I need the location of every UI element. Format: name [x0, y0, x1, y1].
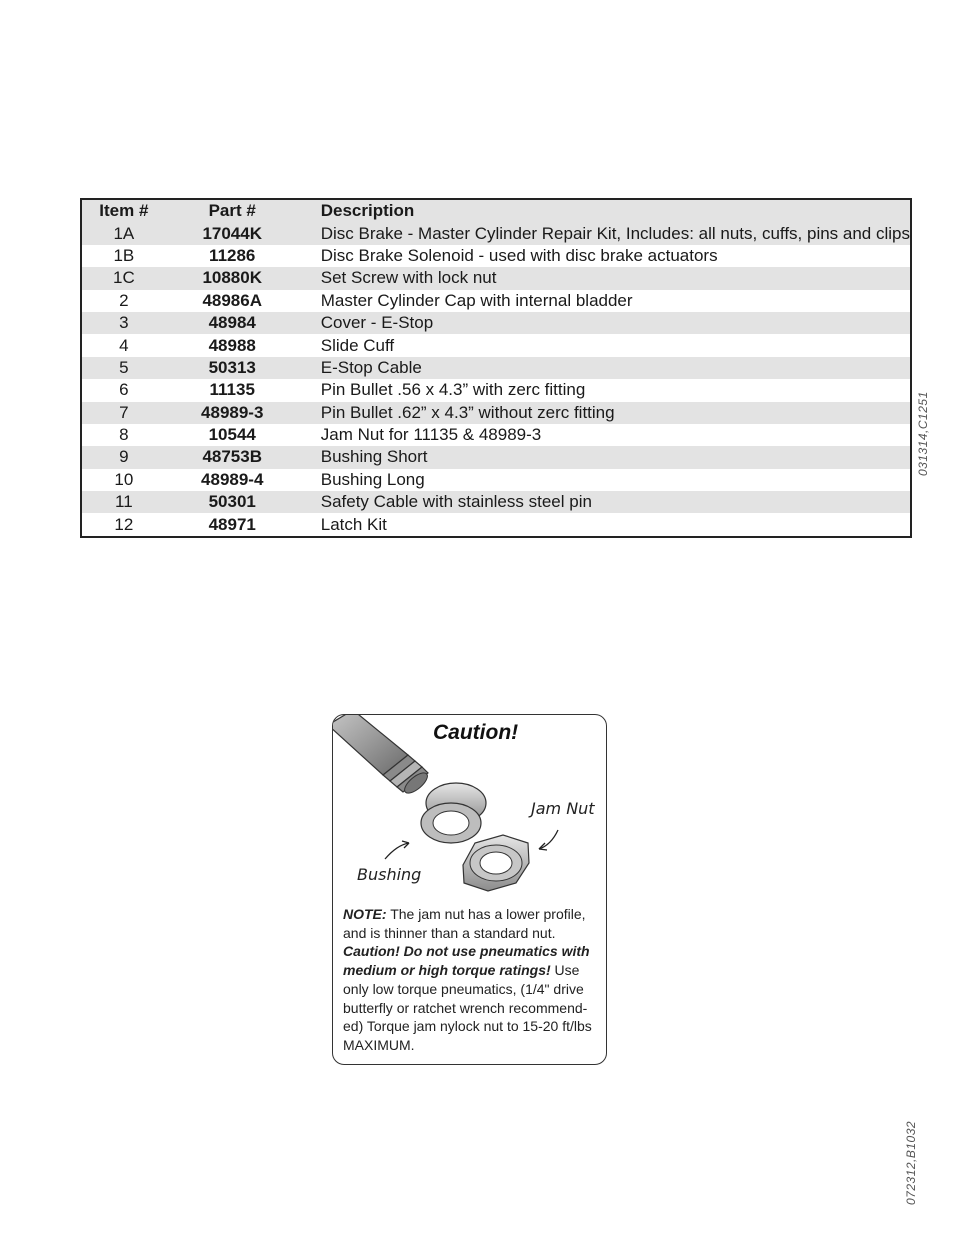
jam-nut-icon	[463, 835, 529, 891]
row-item: 7	[119, 402, 129, 422]
row-part: 11286	[209, 245, 256, 265]
row-part: 48984	[208, 313, 256, 333]
row-item: 1C	[112, 268, 135, 288]
row-part: 50313	[208, 357, 256, 377]
table-header-row	[81, 199, 911, 222]
row-item: 12	[114, 514, 134, 534]
row-description: Disc Brake - Master Cylinder Repair Kit, Includes: all nuts, cuffs, pins and clips	[320, 223, 910, 243]
note-warning: Caution! Do not use pneumatics with medium or high torque ratings!	[343, 943, 590, 979]
note-text-1: The jam nut has a lower profile, and is thinner than a standard nut.	[343, 906, 586, 941]
row-description: Pin Bullet .56 x 4.3” with zerc fitting	[320, 380, 586, 400]
row-part: 48971	[208, 514, 256, 534]
table-row	[81, 513, 911, 536]
table-row	[81, 267, 911, 289]
row-description: Master Cylinder Cap with internal bladder	[320, 290, 633, 310]
row-description: Safety Cable with stainless steel pin	[320, 492, 592, 512]
row-description: Latch Kit	[320, 514, 387, 534]
pin-shaft-icon	[333, 715, 431, 797]
table-row	[81, 379, 911, 401]
row-part: 48986A	[202, 290, 262, 310]
table-row	[81, 491, 911, 513]
header-item: Item #	[99, 201, 149, 221]
row-item: 9	[119, 447, 129, 467]
row-item: 1B	[113, 245, 135, 265]
table-row	[81, 312, 911, 334]
row-description: Bushing Short	[320, 447, 428, 467]
note-text-2: Use only low torque pneumatics, (1/4" drive butterfly or ratchet wrench recommend-ed) Torque jam nylock nut to 15-20 ft/lbs MAXIMUM.	[343, 962, 592, 1053]
row-item: 8	[119, 425, 129, 445]
row-part: 10544	[208, 425, 256, 445]
row-description: Jam Nut for 11135 & 48989-3	[320, 425, 542, 445]
table-row	[81, 290, 911, 312]
row-part: 10880K	[202, 268, 262, 288]
note-lead: NOTE:	[343, 906, 387, 922]
caution-box	[332, 714, 607, 1065]
row-item: 11	[115, 492, 133, 512]
table-code: 031314,C1251	[916, 391, 930, 476]
caution-note	[343, 905, 601, 1055]
row-part: 50301	[208, 492, 256, 512]
table-row	[81, 222, 911, 244]
bushing-icon	[421, 783, 486, 843]
row-item: 3	[119, 313, 129, 333]
table-row	[81, 334, 911, 356]
row-description: Cover - E-Stop	[320, 313, 434, 333]
row-part: 48989-4	[201, 469, 264, 489]
header-description: Description	[320, 201, 415, 221]
row-description: E-Stop Cable	[320, 357, 422, 377]
table-row	[81, 402, 911, 424]
row-item: 10	[114, 469, 134, 489]
row-description: Bushing Long	[320, 469, 425, 489]
row-part: 48753B	[202, 447, 262, 467]
row-description: Disc Brake Solenoid - used with disc brake actuators	[320, 245, 718, 265]
header-part: Part #	[208, 201, 256, 221]
table-row	[81, 446, 911, 468]
row-part: 11135	[209, 380, 255, 400]
row-part: 17044K	[202, 223, 262, 243]
jam-nut-label: Jam Nut	[531, 799, 595, 818]
table-row	[81, 424, 911, 446]
bushing-label: Bushing	[357, 865, 422, 884]
row-part: 48988	[208, 335, 256, 355]
row-description: Set Screw with lock nut	[320, 268, 497, 288]
row-description: Slide Cuff	[320, 335, 395, 355]
table-row	[81, 245, 911, 267]
parts-table	[80, 198, 912, 538]
row-item: 1A	[113, 223, 135, 243]
table-row	[81, 469, 911, 491]
row-item: 6	[119, 380, 129, 400]
row-item: 5	[119, 357, 129, 377]
table-row	[81, 357, 911, 379]
caution-title: Caution!	[433, 721, 519, 744]
row-item: 2	[119, 290, 129, 310]
row-description: Pin Bullet .62” x 4.3” without zerc fitting	[320, 402, 615, 422]
page-code: 072312,B1032	[904, 1120, 918, 1205]
row-item: 4	[119, 335, 129, 355]
row-part: 48989-3	[201, 402, 264, 422]
parts-table-body	[81, 222, 911, 536]
